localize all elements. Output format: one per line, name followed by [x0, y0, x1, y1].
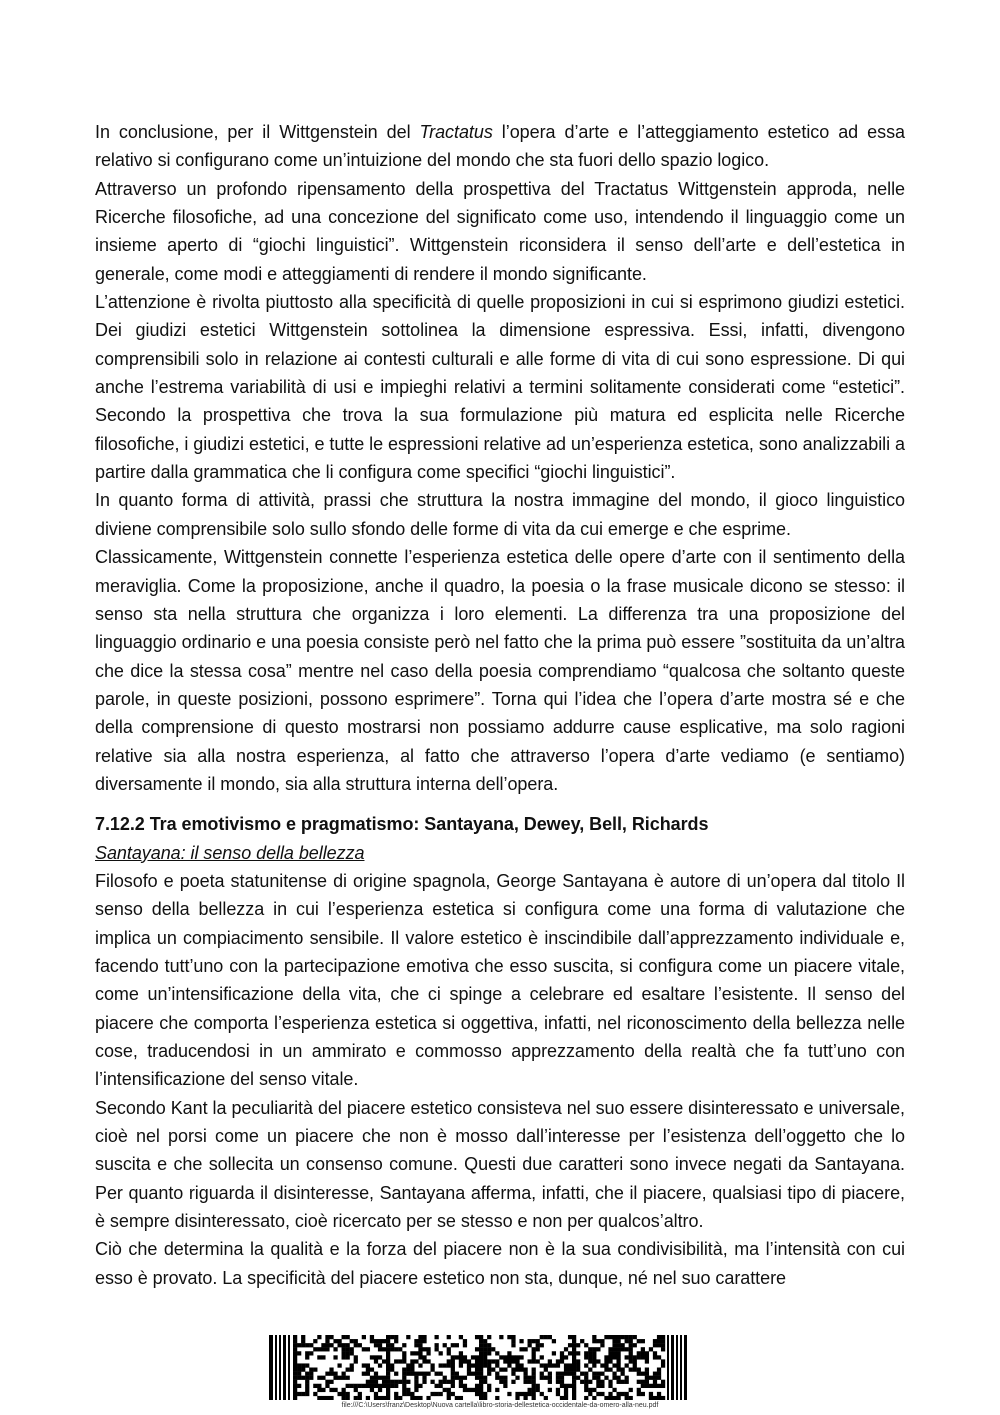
body-text	[95, 118, 905, 1292]
section-subheading: Santayana: il senso della bellezza	[95, 842, 365, 863]
paragraph: Secondo Kant la peculiarità del piacere estetico consisteva nel suo essere disinteressato e universale, cioè nel porsi come un piacere che non è mosso dall’interesse per l’esistenza dell’oggetto che lo suscita e che sollecita un consenso comune. Questi due caratteri sono invece negati da Santayana. Per quanto riguarda il disinteresse, Santayana afferma, infatti, che il piacere, qualsiasi tipo di piacere, è sempre disinteressato, cioè ricercato per se stesso e non per qualcos’altro.	[95, 1097, 905, 1232]
paragraph: L’attenzione è rivolta piuttosto alla specificità di quelle proposizioni in cui si esprimono giudizi estetici. Dei giudizi estetici Wittgenstein sottolinea la dimensione espressiva. Essi, infatti, divengono comprensibili solo in relazione ai contesti culturali e alle forme di vita di cui sono espressione. Di qui anche l’estrema variabilità di usi e impieghi relativi a termini solitamente considerati come “estetici”. Secondo la prospettiva che trova la sua formulazione più matura ed esplicita nelle Ricerche filosofiche, i giudizi estetici, e tutte le espressioni relative ad un’esperienza estetica, sono analizzabili a partire dalla grammatica che li configura come specifici “giochi linguistici”.	[95, 292, 905, 483]
paragraph: In conclusione, per il Wittgenstein del Tractatus l’opera d’arte e l’atteggiamento estetico ad essa relativo si configurano come un’intuizione del mondo che sta fuori dello spazio logico.	[95, 122, 905, 171]
paragraph: Attraverso un profondo ripensamento della prospettiva del Tractatus Wittgenstein approda, nelle Ricerche filosofiche, ad una concezione del significato come uso, intendendo il linguaggio come un insieme aperto di “giochi linguistici”. Wittgenstein riconsidera il senso dell’arte e dell’estetica in generale, come modi e atteggiamenti di rendere il mondo significante.	[95, 178, 905, 284]
footer-file-path: file:///C:\Users\franz\Desktop\Nuova cartella\libro-storia-dellestetica-occidentale-da-omero-alla-neu.pdf	[341, 1402, 659, 1409]
paragraph: Filosofo e poeta statunitense di origine spagnola, George Santayana è autore di un’opera dal titolo Il senso della bellezza in cui l’esperienza estetica si configura come una forma di valutazione che implica un compiacimento sensibile. Il valore estetico è inscindibile dall’apprezzamento individuale e, facendo tutt’uno con la partecipazione emotiva che esso suscita, si configura come un piacere vitale, come un’intensificazione della vita, che ci spinge a celebrare ed esaltare l’esistente. Il senso del piacere che comporta l’esperienza estetica si oggettiva, infatti, nel riconoscimento della bellezza nelle cose, traducendosi in un ammirato e commosso apprezzamento della realtà che fa tutt’uno con l’intensificazione del senso vitale.	[95, 870, 905, 1090]
paragraph: Ciò che determina la qualità e la forza del piacere non è la sua condivisibilità, ma l’intensità con cui esso è provato. La specificità del piacere estetico non sta, dunque, né nel suo carattere	[95, 1239, 905, 1288]
paragraph: Classicamente, Wittgenstein connette l’esperienza estetica delle opere d’arte con il sentimento della meraviglia. Come la proposizione, anche il quadro, la poesia o la frase musicale dicono se stesso: il senso sta nella struttura che organizza i loro elementi. La differenza tra una proposizione del linguaggio ordinario e una poesia consiste però nel fatto che la prima può essere ”sostituita da un’altra che dice la stessa cosa” mentre nel caso della poesia comprendiamo “qualcosa che soltanto queste parole, in queste posizioni, possono esprimere”. Torna qui l’idea che l’opera d’arte mostra sé e che della comprensione di questo mostrarsi non possiamo addurre cause esplicative, ma solo ragioni relative sia alla nostra esperienza, al fatto che attraverso l’opera d’arte vediamo (e sentiamo) diversamente il mondo, sia alla struttura interna dell’opera.	[95, 547, 905, 794]
paragraph: In quanto forma di attività, prassi che struttura la nostra immagine del mondo, il gioco linguistico diviene comprensibile solo sullo sfondo delle forme di vita da cui emerge e che esprime.	[95, 490, 905, 539]
book-title-emphasis: Tractatus	[419, 122, 493, 142]
barcode-image	[269, 1335, 687, 1400]
section-heading: 7.12.2 Tra emotivismo e pragmatismo: Santayana, Dewey, Bell, Richards	[95, 814, 709, 835]
